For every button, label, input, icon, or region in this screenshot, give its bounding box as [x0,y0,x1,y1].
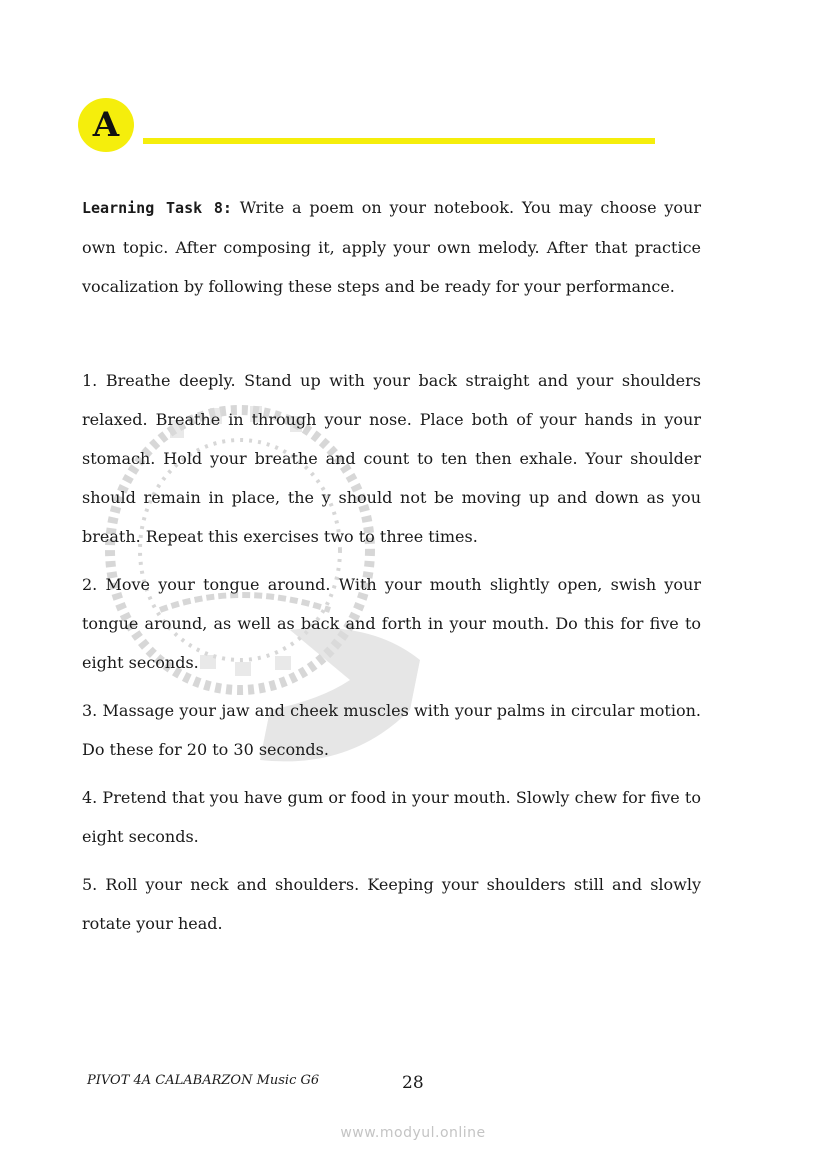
step-item: 3. Massage your jaw and cheek muscles with your palms in circular motion. Do these for 20 to 30 seconds. [82,701,701,759]
learning-task-intro [82,188,701,306]
step-item: 4. Pretend that you have gum or food in your mouth. Slowly chew for five to eight seconds. [82,788,701,846]
section-letter-badge: A [78,98,134,152]
section-title-rule [143,138,655,144]
step-item: 5. Roll your neck and shoulders. Keeping your shoulders still and slowly rotate your head. [82,875,701,933]
page-number: 28 [402,1073,424,1093]
footer-source: PIVOT 4A CALABARZON Music G6 [87,1073,320,1088]
step-item: 1. Breathe deeply. Stand up with your back straight and your shoulders relaxed. Breathe in through your nose. Place both of your hands in your stomach. Hold your breathe and count to ten then exhale. Your shoulder should remain in place, the y should not be moving up and down as you breath. Repeat this exercises two to three times. [82,371,701,546]
vocalization-steps-list [82,361,701,952]
learning-task-label: Learning Task 8: [82,199,232,217]
learning-task-text: Write a poem on your notebook. You may choose your own topic. After composing it, apply your own melody. After that practice vocalization by following these steps and be ready for your performance. [82,198,701,296]
site-credit: www.modyul.online [340,1125,486,1141]
step-item: 2. Move your tongue around. With your mouth slightly open, swish your tongue around, as well as back and forth in your mouth. Do this for five to eight seconds. [82,575,701,672]
